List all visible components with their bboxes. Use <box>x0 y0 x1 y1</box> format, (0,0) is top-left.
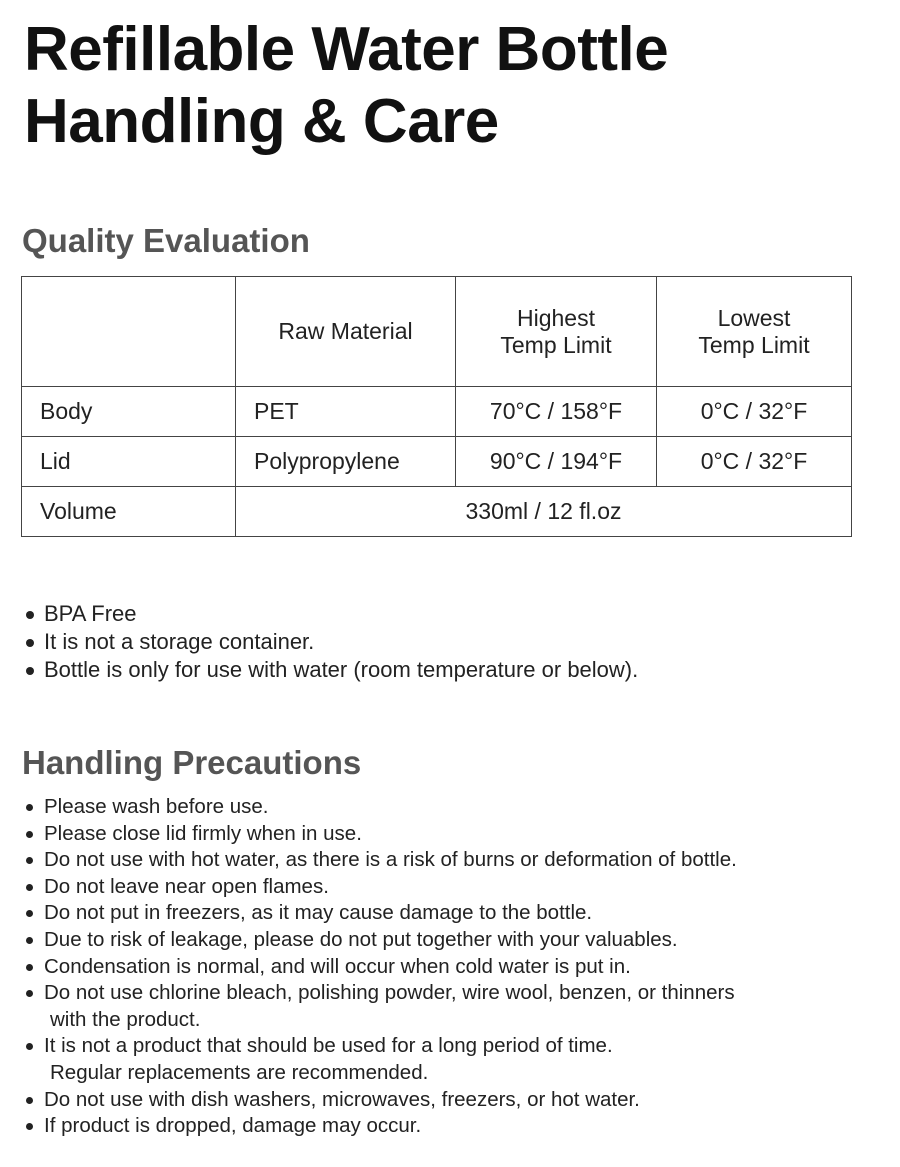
list-item-continuation: Regular replacements are recommended. <box>50 1060 429 1084</box>
table-row-body <box>22 387 852 437</box>
table-header-row <box>22 277 852 387</box>
quality-evaluation-table <box>21 276 852 537</box>
table-cell-volume-label: Volume <box>22 487 236 537</box>
table-cell-material: PET <box>236 387 456 437</box>
table-cell-lowest: 0°C / 32°F <box>657 437 852 487</box>
header-cell-empty <box>22 277 236 387</box>
list-item-continuation: with the product. <box>50 1007 201 1031</box>
list-item: Please wash before use. <box>24 794 737 821</box>
list-item: Please close lid firmly when in use. <box>24 821 737 848</box>
handling-precautions-heading: Handling Precautions <box>22 744 362 781</box>
product-notes-list <box>24 600 638 684</box>
title-line-2: Handling & Care <box>24 87 499 156</box>
handling-precautions-list <box>24 794 737 1140</box>
list-item: Condensation is normal, and will occur when cold water is put in. <box>24 954 737 981</box>
list-item: Do not use with dish washers, microwaves, freezers, or hot water. <box>24 1087 737 1114</box>
table-row-volume <box>22 487 852 537</box>
table-cell-highest: 70°C / 158°F <box>456 387 657 437</box>
header-cell-highest-temp: Highest Temp Limit <box>456 277 657 387</box>
list-item: Do not use with hot water, as there is a risk of burns or deformation of bottle. <box>24 847 737 874</box>
list-item: Do not use chlorine bleach, polishing powder, wire wool, benzen, or thinners with the product. <box>24 980 737 1033</box>
page-title <box>24 14 668 158</box>
list-item: Do not leave near open flames. <box>24 874 737 901</box>
table-cell-highest: 90°C / 194°F <box>456 437 657 487</box>
title-line-1: Refillable Water Bottle <box>24 15 669 84</box>
table-cell-part: Lid <box>22 437 236 487</box>
list-item: Bottle is only for use with water (room temperature or below). <box>24 656 638 684</box>
list-item: It is not a product that should be used for a long period of time. Regular replacements are recommended. <box>24 1033 737 1086</box>
list-item: It is not a storage container. <box>24 628 638 656</box>
header-cell-raw-material: Raw Material <box>236 277 456 387</box>
list-item: Do not put in freezers, as it may cause damage to the bottle. <box>24 900 737 927</box>
quality-evaluation-heading: Quality Evaluation <box>22 222 310 259</box>
table-cell-lowest: 0°C / 32°F <box>657 387 852 437</box>
table-cell-volume-value: 330ml / 12 fl.oz <box>236 487 852 537</box>
header-cell-lowest-temp: Lowest Temp Limit <box>657 277 852 387</box>
table-row-lid <box>22 437 852 487</box>
table-cell-material: Polypropylene <box>236 437 456 487</box>
list-item: Due to risk of leakage, please do not put together with your valuables. <box>24 927 737 954</box>
table-cell-part: Body <box>22 387 236 437</box>
list-item: If product is dropped, damage may occur. <box>24 1113 737 1140</box>
list-item: BPA Free <box>24 600 638 628</box>
